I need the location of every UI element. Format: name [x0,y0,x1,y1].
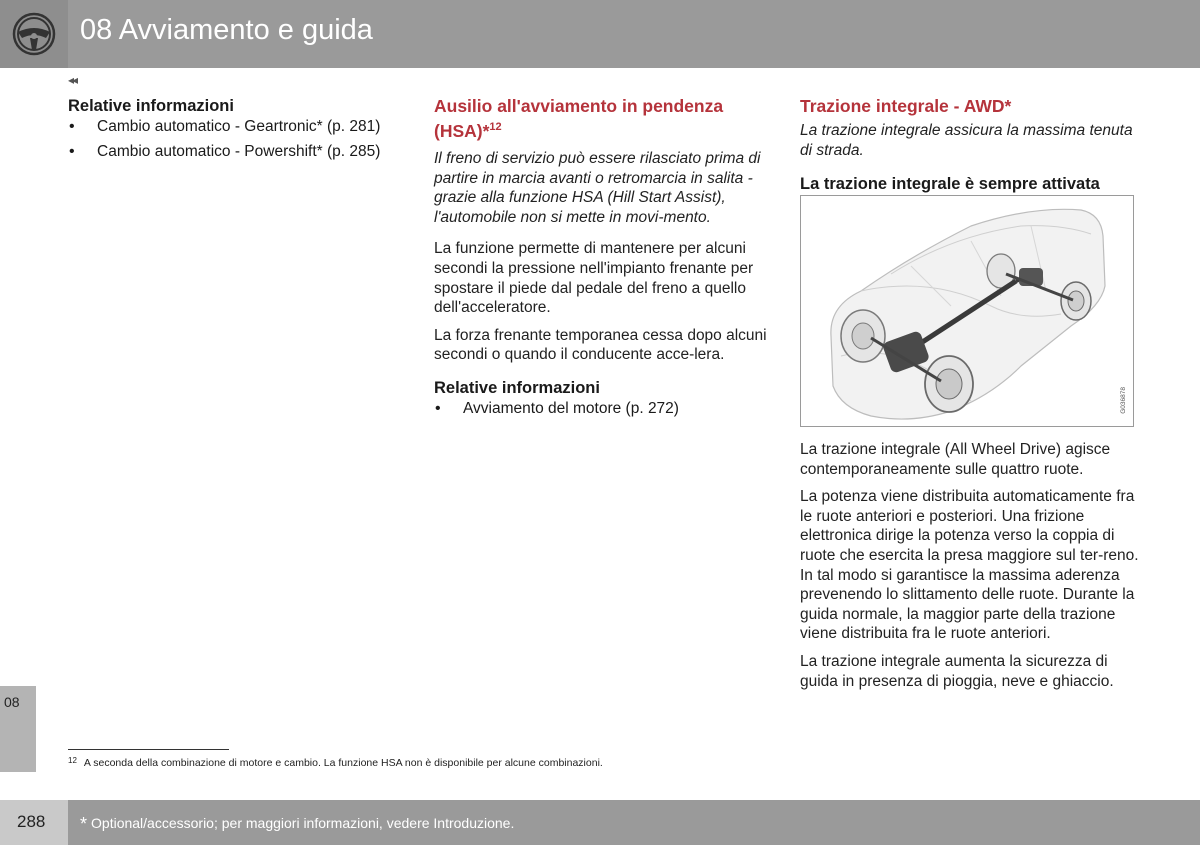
column-hsa [434,96,769,424]
car-drivetrain-drawing [801,196,1134,427]
footnote [68,756,603,769]
header-icon-box [0,0,68,68]
column-awd [800,96,1140,195]
awd-paragraph-3: La trazione integrale aumenta la sicurezza di guida in presenza di pioggia, neve e ghiaccio. [800,652,1114,690]
footer-note-text: Optional/accessorio; per maggiori informazioni, vedere Introduzione. [91,815,515,831]
hsa-related-heading: Relative informazioni [434,378,600,397]
awd-car-illustration [800,195,1134,427]
awd-subheading: La trazione integrale è sempre attivata [800,175,1100,194]
chapter-tab-label: 08 [4,694,20,710]
hsa-title [434,96,769,142]
awd-body [800,440,1140,691]
footnote-marker[interactable]: 12 [489,121,502,133]
awd-paragraph-1: La trazione integrale (All Wheel Drive) agisce contemporaneamente sulle quattro ruote. [800,441,1111,478]
awd-title: Trazione integrale - AWD* [800,96,1012,116]
chapter-tab[interactable] [0,686,36,772]
footer-note [80,814,514,835]
steering-wheel-icon [12,12,56,56]
back-arrows-icon[interactable]: ◂◂ [68,73,77,87]
column-related-info [68,96,408,166]
related-info-heading: Relative informazioni [68,97,234,115]
related-link-powershift[interactable]: • Cambio automatico - Powershift* (p. 285) [68,142,408,162]
related-info-list [68,117,408,161]
side-strip [0,68,68,773]
hsa-intro: Il freno di servizio può essere rilasciato prima di partire in marcia avanti o retromarcia in salita - grazie alla funzione HSA (Hill Start Assist), l'automobile non si mette in movi-mento. [434,150,761,226]
hsa-title-line2: (HSA)* [434,121,490,141]
awd-intro: La trazione integrale assicura la massima tenuta di strada. [800,122,1133,159]
footnote-text: A seconda della combinazione di motore e cambio. La funzione HSA non è disponibile per alcune combinazioni. [83,757,603,769]
hsa-title-line1: Ausilio all'avviamento in pendenza [434,96,724,116]
hsa-paragraph-1: La funzione permette di mantenere per alcuni secondi la pressione nell'impianto frenante per spostare il piede dal pedale del freno a quello dell'acceleratore. [434,240,754,317]
awd-paragraph-2: La potenza viene distribuita automaticamente fra le ruote anteriori e posteriori. Una frizione elettronica dirige la potenza verso la coppia di ruote che esercita la presa maggiore sul ter-reno. In tal modo si garantisce la massima aderenza prevenendo lo slittamento delle ruote. Durante la guida normale, la maggior parte della trazione viene distribuita fra le ruote anteriori. [800,488,1139,643]
hsa-paragraph-2: La forza frenante temporanea cessa dopo alcuni secondi o quando il conducente acce-lera. [434,326,767,364]
related-link-geartronic[interactable]: • Cambio automatico - Geartronic* (p. 281) [68,117,408,137]
hsa-related-list [434,399,769,419]
figure-code: G036878 [1120,387,1127,414]
page-number: 288 [17,812,46,831]
related-link-engine-start[interactable]: • Avviamento del motore (p. 272) [434,399,769,419]
chapter-title: 08 Avviamento e guida [80,14,373,46]
footnote-divider [68,749,229,750]
optional-star: * [80,814,88,834]
footnote-number: 12 [68,756,77,765]
